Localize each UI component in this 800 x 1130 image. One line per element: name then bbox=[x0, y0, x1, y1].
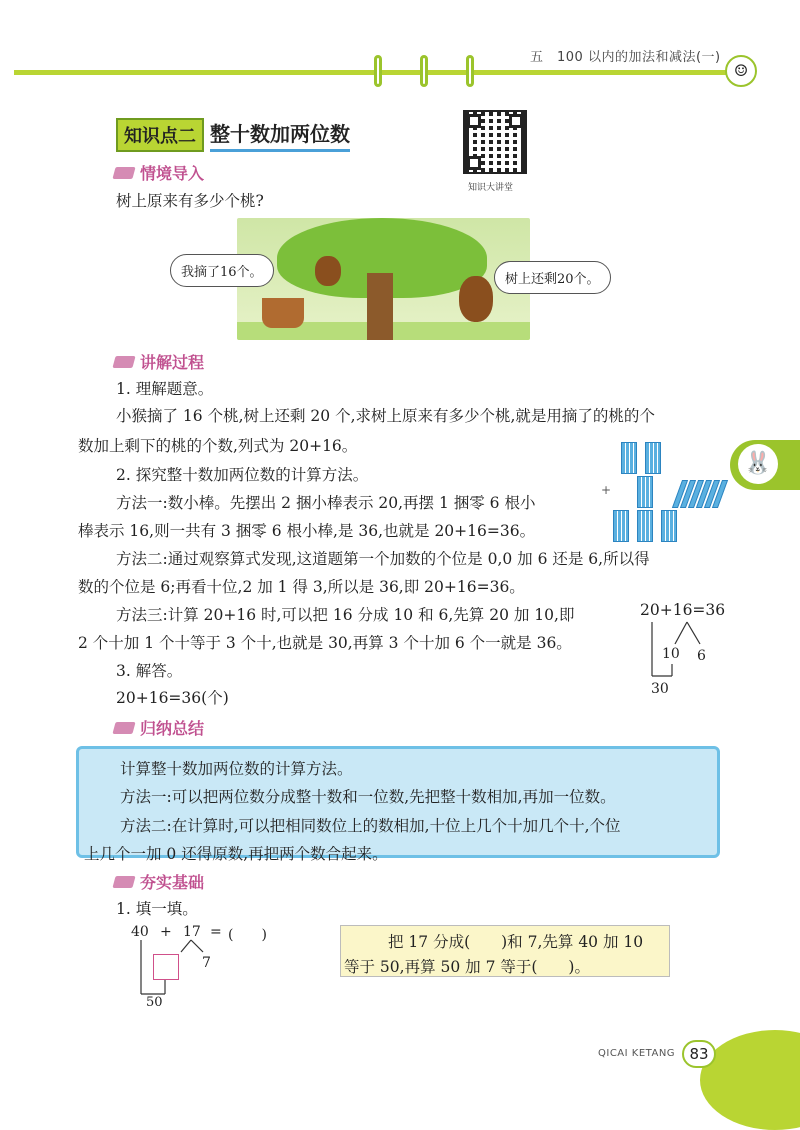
process-line: 数加上剩下的桃的个数,列式为 20+16。 bbox=[78, 437, 358, 455]
knowledge-point-title: 整十数加两位数 bbox=[210, 118, 350, 152]
answer-box[interactable] bbox=[153, 954, 179, 980]
summary-line: 方法一:可以把两位数分成整十数和一位数,先把整十数相加,再加一位数。 bbox=[120, 788, 616, 806]
equation-plus: + bbox=[160, 924, 172, 940]
monkey-icon bbox=[315, 256, 341, 286]
summary-line: 计算整十数加两位数的计算方法。 bbox=[120, 760, 353, 778]
diagram-part-a: 10 bbox=[662, 646, 680, 662]
process-line: 小猴摘了 16 个桃,树上还剩 20 个,求树上原来有多少个桃,就是用摘了的桃的个 bbox=[116, 407, 655, 425]
book-icon bbox=[112, 167, 135, 179]
speech-bubble-left: 我摘了16个。 bbox=[170, 254, 274, 287]
section-practice bbox=[114, 870, 204, 893]
section-process bbox=[114, 350, 204, 373]
rabbit-icon: 🐰 bbox=[738, 444, 778, 484]
section-label: 夯实基础 bbox=[140, 873, 205, 892]
process-line: 数的个位是 6;再看十位,2 加 1 得 3,所以是 36,即 20+16=36。 bbox=[78, 578, 525, 596]
basket-icon bbox=[262, 298, 304, 328]
section-summary bbox=[114, 716, 204, 739]
equation-right: 17 bbox=[183, 924, 201, 940]
qr-code[interactable] bbox=[463, 110, 527, 174]
question-label: 1. 填一填。 bbox=[116, 900, 198, 918]
speech-bubble-right: 树上还剩20个。 bbox=[494, 261, 611, 294]
corner-decoration bbox=[700, 1030, 800, 1130]
split-diagram-lines bbox=[640, 618, 730, 688]
summary-line: 方法二:在计算时,可以把相同数位上的数相加,十位上几个十加几个十,个位 bbox=[120, 817, 621, 835]
process-line: 3. 解答。 bbox=[116, 662, 183, 680]
process-line: 方法一:数小棒。先摆出 2 捆小棒表示 20,再摆 1 捆零 6 根小 bbox=[116, 494, 536, 512]
process-line: 方法二:通过观察算式发现,这道题第一个加数的个位是 0,0 加 6 还是 6,所以得 bbox=[116, 550, 650, 568]
chapter-title: 五 100 以内的加法和减法(一) bbox=[530, 50, 721, 65]
section-label: 讲解过程 bbox=[140, 353, 205, 372]
diagram-partial: 30 bbox=[651, 681, 669, 697]
binder-ring bbox=[420, 55, 428, 87]
process-line: 棒表示 16,则一共有 3 捆零 6 根小棒,是 36,也就是 20+16=36。 bbox=[78, 522, 536, 540]
fill-box-line: 把 17 分成( )和 7,先算 40 加 10 bbox=[388, 933, 644, 951]
page-number: 83 bbox=[682, 1040, 716, 1068]
section-label: 归纳总结 bbox=[140, 719, 205, 738]
mascot-icon: ☺ bbox=[725, 55, 757, 87]
fill-box-line: 等于 50,再算 50 加 7 等于( )。 bbox=[344, 958, 590, 976]
process-line: 2. 探究整十数加两位数的计算方法。 bbox=[116, 466, 369, 484]
footer-brand: QICAI KETANG bbox=[598, 1048, 676, 1059]
split-ones: 7 bbox=[202, 955, 211, 971]
binder-ring bbox=[374, 55, 382, 87]
book-icon bbox=[112, 876, 135, 888]
diagram-equation: 20+16=36 bbox=[640, 601, 726, 619]
summary-line: 上几个一加 0 还得原数,再把两个数合起来。 bbox=[84, 845, 388, 863]
monkey-tree-illustration bbox=[237, 218, 530, 340]
plus-sign: + bbox=[601, 483, 612, 497]
process-line: 20+16=36(个) bbox=[116, 689, 229, 707]
process-line: 1. 理解题意。 bbox=[116, 380, 214, 398]
section-intro bbox=[114, 161, 204, 184]
knowledge-point-label: 知识点二 bbox=[116, 118, 204, 152]
book-icon bbox=[112, 356, 135, 368]
section-label: 情境导入 bbox=[140, 164, 205, 183]
counting-sticks-illustration bbox=[607, 442, 727, 542]
process-line: 2 个十加 1 个十等于 3 个十,也就是 30,再算 3 个十加 6 个一就是 36。 bbox=[78, 634, 572, 652]
process-line: 方法三:计算 20+16 时,可以把 16 分成 10 和 6,先算 20 加 10,即 bbox=[116, 606, 575, 624]
qr-caption: 知识大讲堂 bbox=[468, 183, 514, 193]
equation-left: 40 bbox=[131, 924, 149, 940]
binder-ring bbox=[466, 55, 474, 87]
answer-blank[interactable]: ( ) bbox=[228, 927, 267, 943]
equation-equals: = bbox=[210, 924, 222, 940]
intro-question: 树上原来有多少个桃? bbox=[116, 192, 264, 210]
diagram-part-b: 6 bbox=[697, 648, 706, 664]
monkey-icon bbox=[459, 276, 493, 322]
book-icon bbox=[112, 722, 135, 734]
knowledge-point-heading bbox=[116, 118, 350, 152]
result-tens: 50 bbox=[146, 995, 163, 1010]
